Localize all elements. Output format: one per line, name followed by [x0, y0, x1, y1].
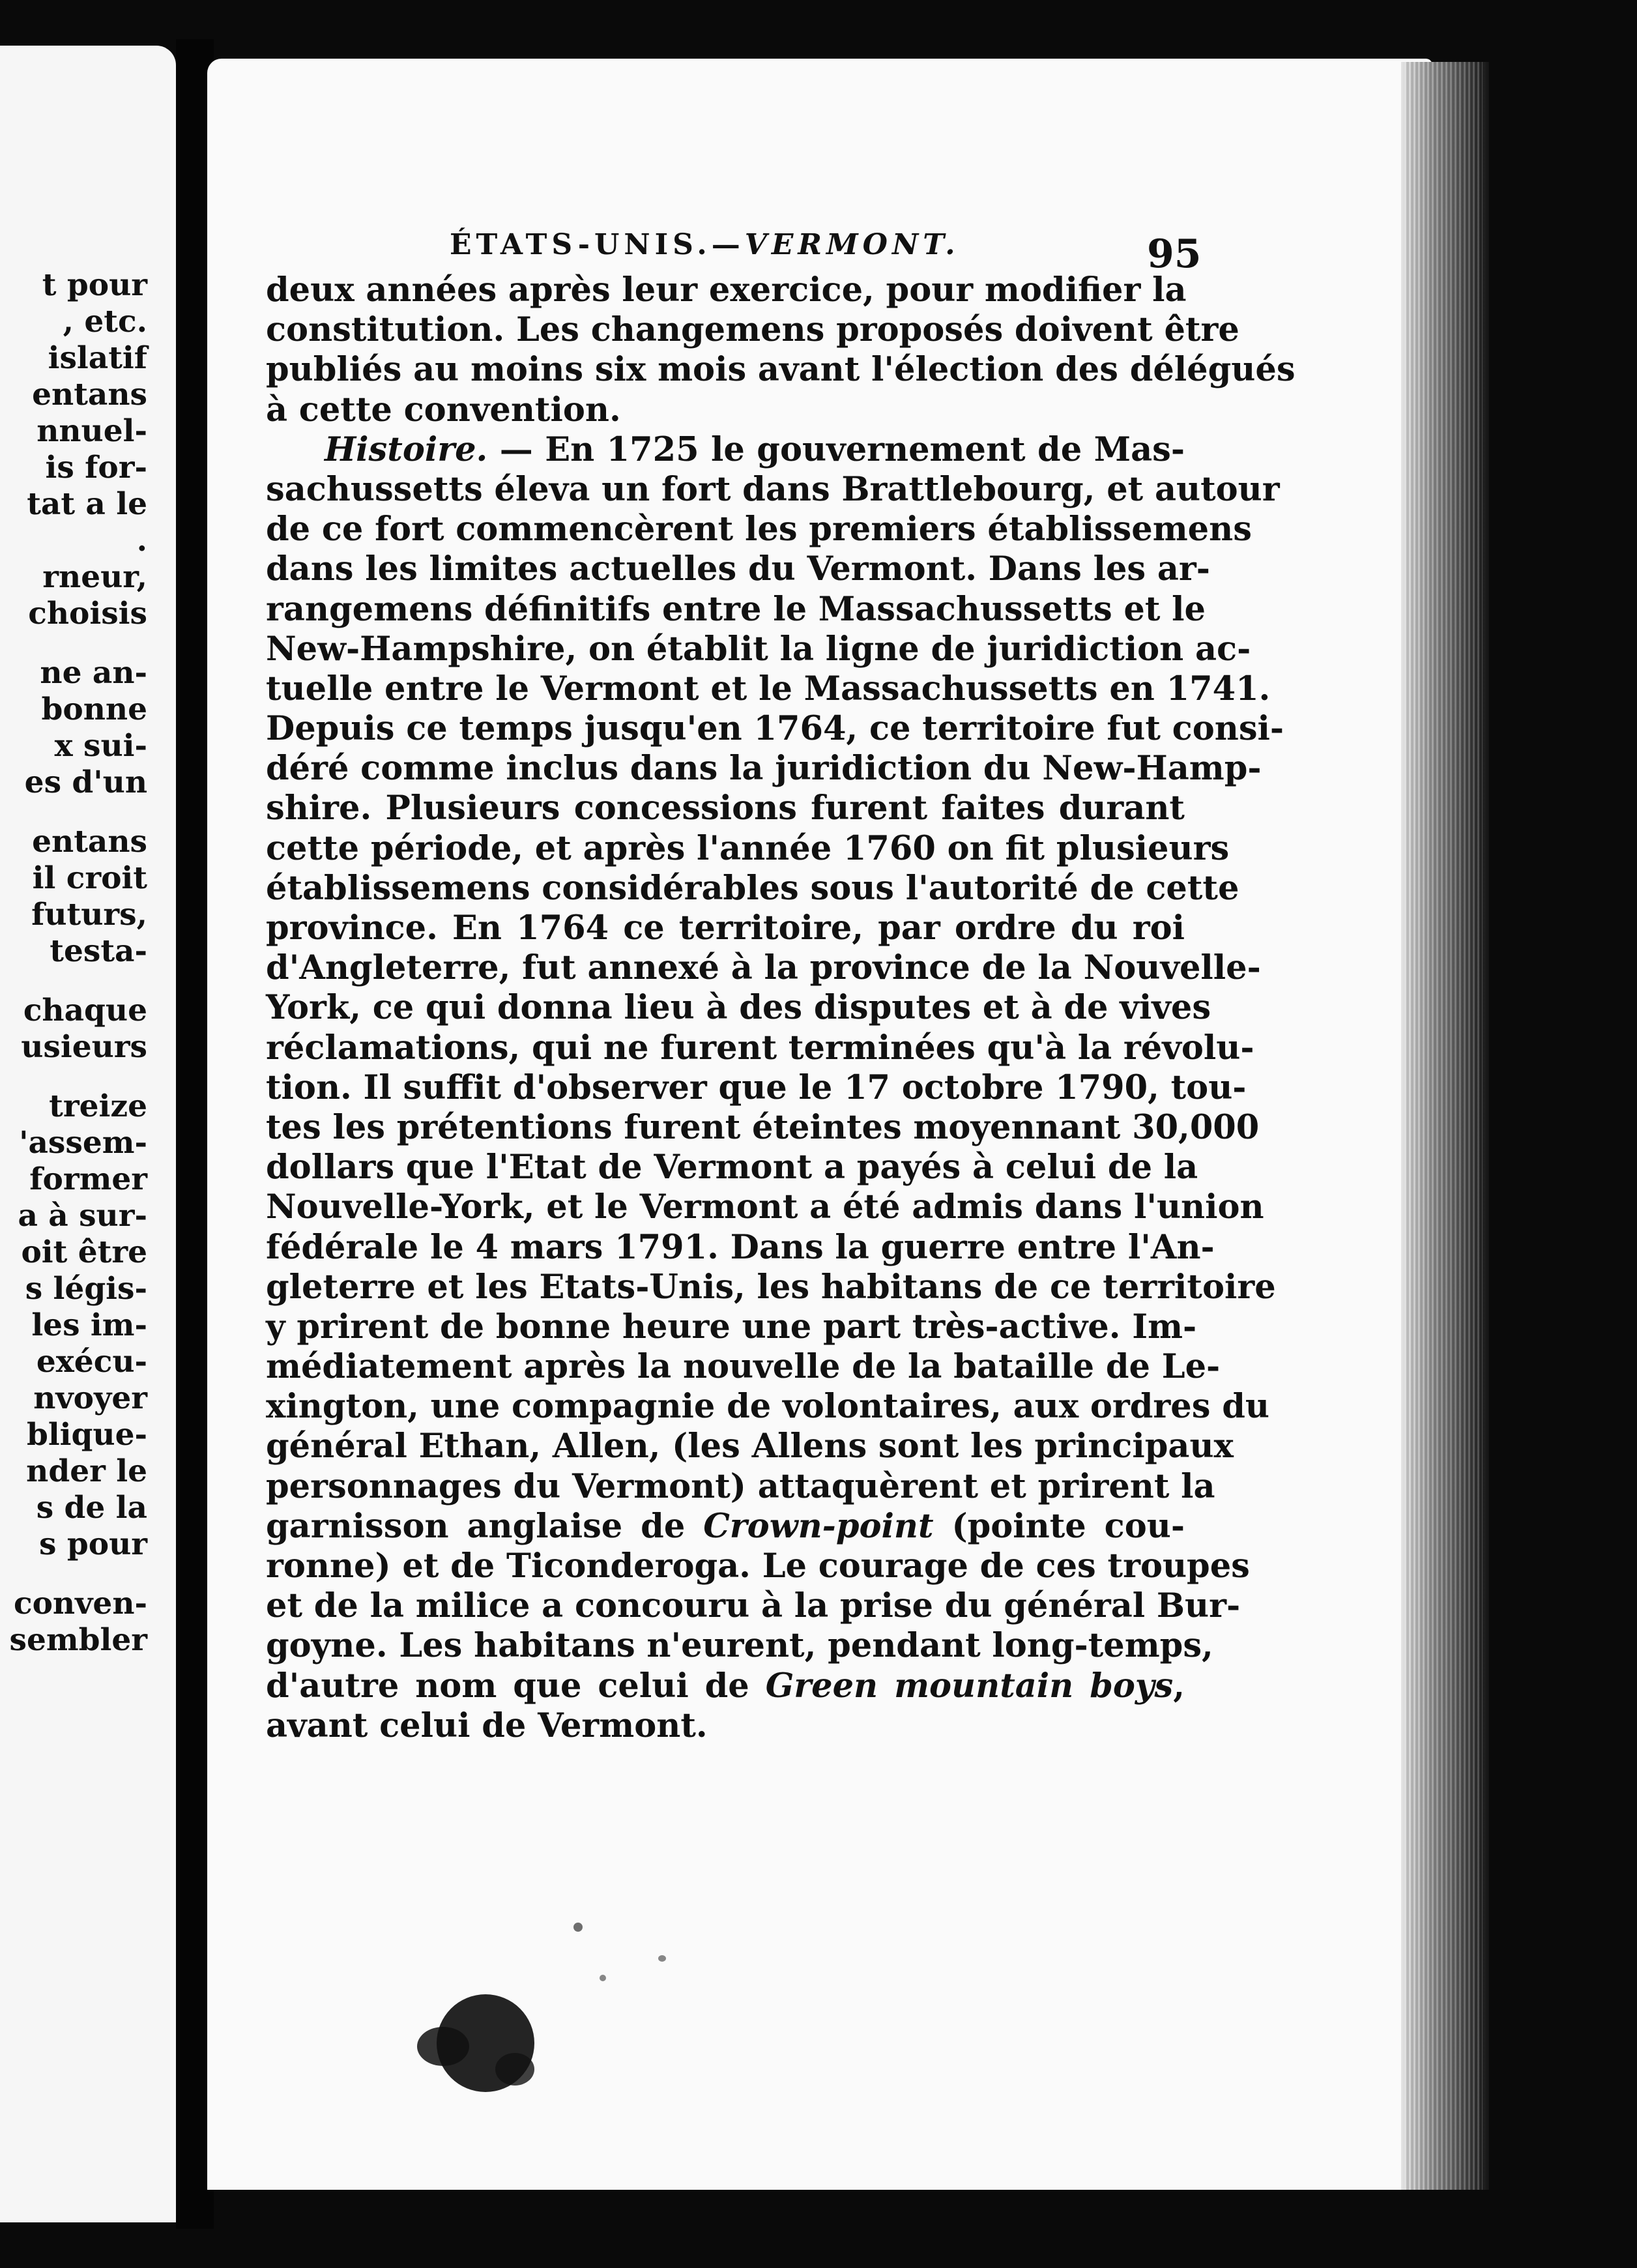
text-line: New-Hampshire, on établit la ligne de juridiction ac-	[266, 629, 1251, 669]
text-line: sachussetts éleva un fort dans Brattlebourg, et autour	[266, 469, 1280, 509]
facing-page-gap	[10, 1066, 147, 1088]
facing-page-line: former	[29, 1161, 147, 1197]
text-line: à cette convention.	[266, 390, 621, 429]
facing-page-line: usieurs	[21, 1029, 147, 1065]
facing-page-line: treize	[49, 1088, 147, 1124]
facing-page-line: t pour	[42, 267, 147, 303]
facing-page-line: nnuel-	[36, 413, 147, 449]
facing-page-line: rneur,	[42, 559, 147, 595]
ink-speck	[658, 1955, 666, 1962]
text-line: publiés au moins six mois avant l'élection des délégués	[266, 350, 1296, 390]
page-stack-edges	[1404, 62, 1483, 2190]
facing-page-line: testa-	[50, 933, 147, 969]
text-line: d'autre nom que celui de Green mountain boys,	[266, 1666, 1185, 1706]
text-line: cette période, et après l'année 1760 on fit plusieurs	[266, 828, 1230, 868]
text-line: Depuis ce temps jusqu'en 1764, ce territoire fut consi-	[266, 709, 1284, 749]
text-line: y prirent de bonne heure une part très-active. Im-	[266, 1307, 1197, 1346]
text-line: dans les limites actuelles du Vermont. Dans les ar-	[266, 549, 1210, 589]
facing-page	[0, 46, 176, 2222]
text-line: personnages du Vermont) attaquèrent et prirent la	[266, 1466, 1215, 1506]
facing-page-line: chaque	[23, 993, 147, 1028]
facing-page-line: nder le	[26, 1453, 147, 1489]
text-line: d'Angleterre, fut annexé à la province de la Nouvelle-	[266, 948, 1261, 988]
facing-page-gap	[10, 801, 147, 824]
facing-page-line: es d'un	[24, 764, 147, 800]
facing-page-line: nvoyer	[33, 1380, 147, 1416]
facing-page-line: entans	[32, 824, 147, 860]
facing-page-text	[10, 267, 147, 1659]
text-line: et de la milice a concouru à la prise du général Bur-	[266, 1586, 1241, 1626]
text-line: shire. Plusieurs concessions furent faites durant	[266, 789, 1185, 828]
facing-page-line: is for-	[45, 450, 147, 486]
text-line: xington, une compagnie de volontaires, aux ordres du	[266, 1387, 1269, 1427]
facing-page-line: islatif	[48, 340, 147, 376]
text-line: province. En 1764 ce territoire, par ordre du roi	[266, 909, 1185, 948]
facing-page-line: les im-	[31, 1307, 147, 1343]
facing-page-gap	[10, 632, 147, 655]
facing-page-line: sembler	[9, 1622, 147, 1658]
text-line: fédérale le 4 mars 1791. Dans la guerre entre l'An-	[266, 1227, 1215, 1267]
facing-page-gap	[10, 970, 147, 993]
text-line: de ce fort commencèrent les premiers établissemens	[266, 510, 1252, 549]
body-text	[266, 270, 1296, 1746]
text-line: constitution. Les changemens proposés doivent être	[266, 310, 1239, 350]
facing-page-line: a à sur-	[18, 1198, 147, 1234]
text-line: gleterre et les Etats-Unis, les habitans de ce territoire	[266, 1267, 1276, 1307]
facing-page-gap	[10, 1563, 147, 1586]
page-number: 95	[1147, 231, 1202, 277]
text-line: Nouvelle-York, et le Vermont a été admis dans l'union	[266, 1187, 1264, 1227]
text-line: Histoire. — En 1725 le gouvernement de Mas-	[325, 429, 1185, 469]
ink-speck	[573, 1923, 583, 1932]
text-line: déré comme inclus dans la juridiction du New-Hamp-	[266, 749, 1262, 789]
text-line: tuelle entre le Vermont et le Massachussetts en 1741.	[266, 669, 1271, 708]
text-line: médiatement après la nouvelle de la bataille de Le-	[266, 1347, 1221, 1387]
italic-phrase: Crown-point	[703, 1506, 934, 1546]
facing-page-line: oit être	[21, 1234, 147, 1270]
running-head-country: ÉTATS-UNIS.—	[450, 228, 745, 261]
facing-page-line: tat a le	[27, 486, 147, 522]
text-line: réclamations, qui ne furent terminées qu'à la révolu-	[266, 1028, 1254, 1068]
facing-page-line: conven-	[13, 1586, 147, 1621]
facing-page-line: 'assem-	[19, 1125, 147, 1161]
facing-page-line: s pour	[39, 1526, 147, 1562]
text-line: York, ce qui donna lieu à des disputes et à de vives	[266, 988, 1211, 1028]
facing-page-line: choisis	[28, 596, 147, 632]
text-line: goyne. Les habitans n'eurent, pendant long-temps,	[266, 1626, 1213, 1666]
facing-page-line: x sui-	[54, 728, 147, 764]
italic-phrase: Histoire.	[325, 429, 488, 469]
facing-page-line: s de la	[36, 1490, 147, 1526]
ink-stain	[495, 2053, 534, 2086]
ink-speck	[600, 1975, 606, 1981]
text-line: dollars que l'Etat de Vermont a payés à celui de la	[266, 1148, 1198, 1187]
facing-page-line: .	[136, 523, 147, 559]
text-line: établissemens considérables sous l'autorité de cette	[266, 868, 1239, 908]
facing-page-line: ne an-	[40, 655, 147, 691]
text-line: rangemens définitifs entre le Massachussetts et le	[266, 589, 1206, 629]
running-head-state: VERMONT.	[744, 228, 960, 261]
italic-phrase: Green mountain boys	[765, 1666, 1174, 1706]
running-head	[450, 228, 960, 261]
facing-page-line: il croit	[32, 860, 147, 896]
text-line: tes les prétentions furent éteintes moyennant 30,000	[266, 1107, 1260, 1147]
text-line: tion. Il suffit d'observer que le 17 octobre 1790, tou-	[266, 1068, 1247, 1107]
facing-page-line: , etc.	[63, 304, 147, 340]
facing-page-line: futurs,	[31, 897, 147, 933]
facing-page-line: entans	[32, 377, 147, 413]
text-line: garnisson anglaise de Crown-point (pointe cou-	[266, 1506, 1185, 1546]
facing-page-line: bonne	[41, 691, 147, 727]
ink-stain	[417, 2027, 469, 2066]
facing-page-line: s légis-	[25, 1271, 147, 1307]
text-line: deux années après leur exercice, pour modifier la	[266, 270, 1187, 310]
text-line: avant celui de Vermont.	[266, 1706, 708, 1745]
text-line: général Ethan, Allen, (les Allens sont les principaux	[266, 1427, 1234, 1466]
facing-page-line: blique-	[26, 1417, 147, 1453]
text-line: ronne) et de Ticonderoga. Le courage de ces troupes	[266, 1547, 1250, 1586]
facing-page-line: exécu-	[36, 1344, 147, 1380]
